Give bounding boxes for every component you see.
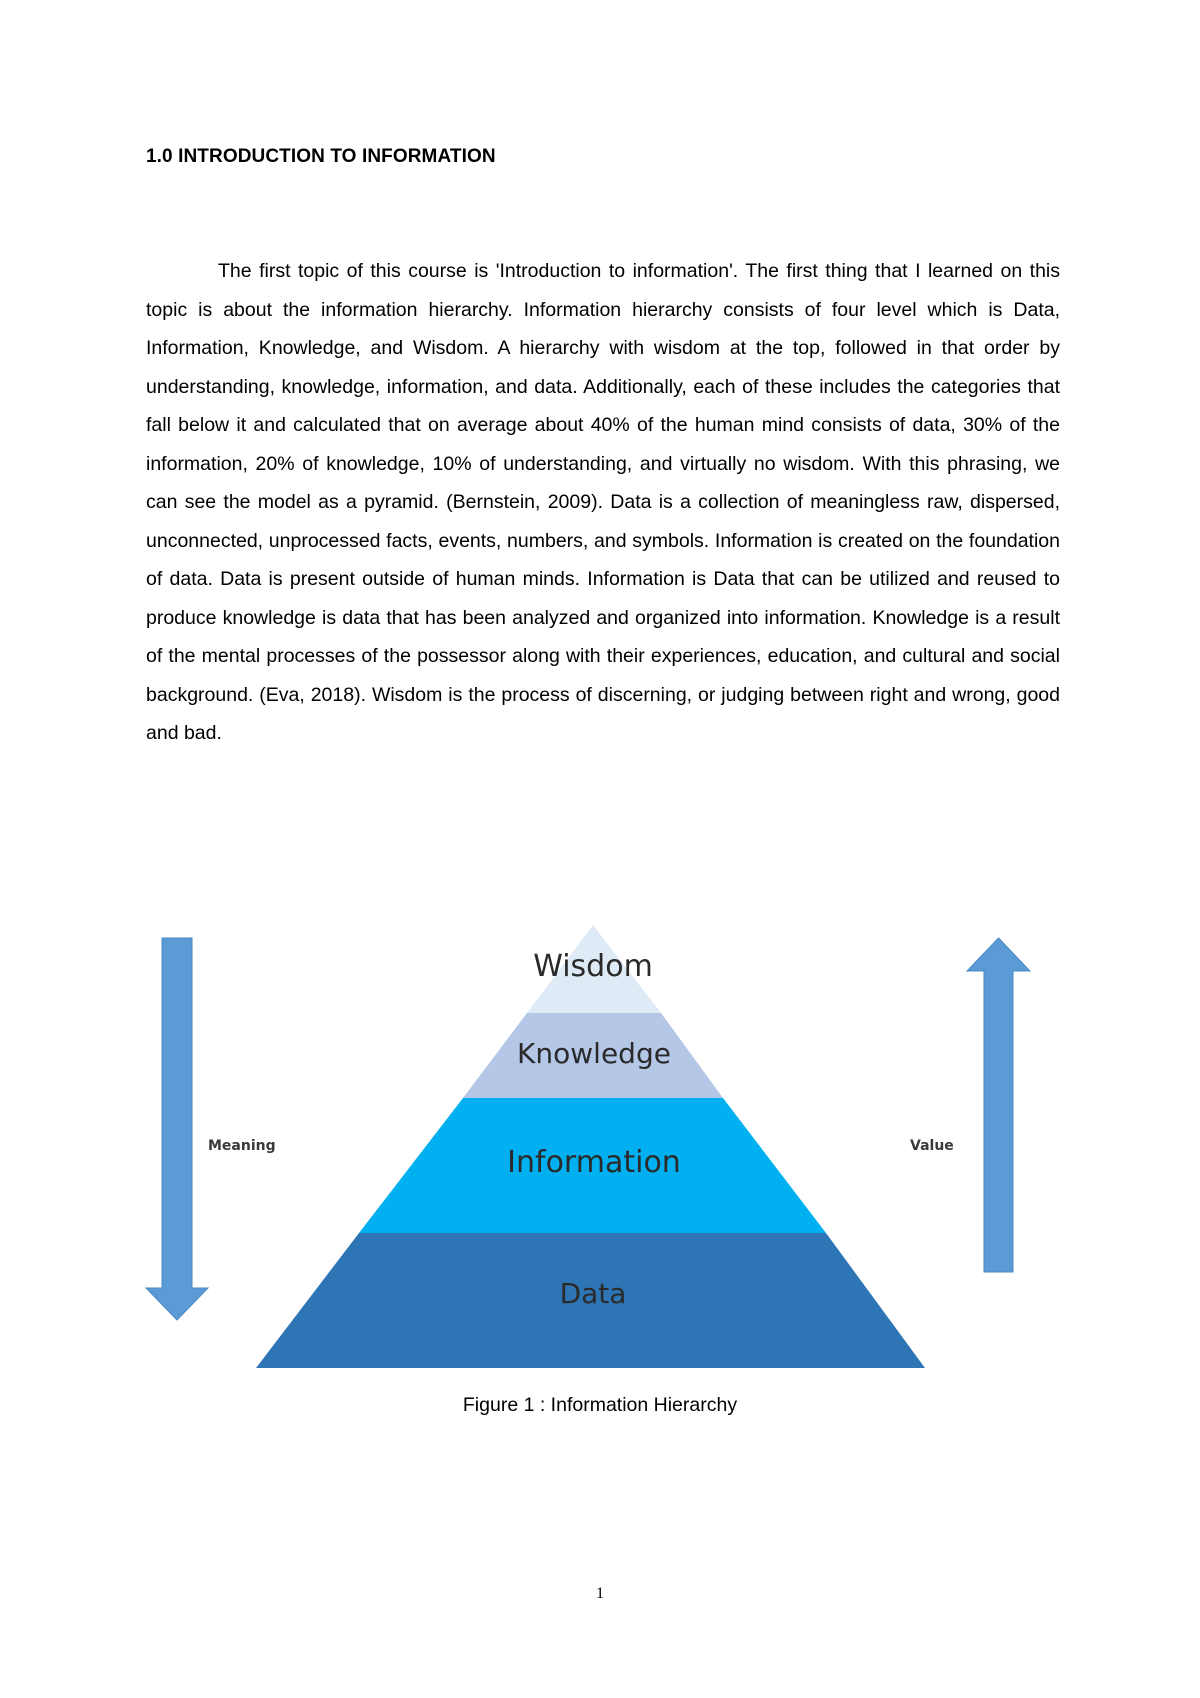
meaning-label: Meaning [208,1138,276,1154]
meaning-arrow [146,938,208,1320]
value-label: Value [910,1138,954,1154]
body-paragraph: The first topic of this course is 'Introduction to information'. The first thing that I learned on this topic is about the information hierarchy. Information hierarchy consists of four level which is Data, Information, Knowledge, and Wisdom. A hierarchy with wisdom at the top, followed in that order by understanding, knowledge, information, and data. Additionally, each of these includes the categories that fall below it and calculated that on average about 40% of the human mind consists of data, 30% of the information, 20% of knowledge, 10% of understanding, and virtually no wisdom. With this phrasing, we can see the model as a pyramid. (Bernstein, 2009). Data is a collection of meaningless raw, dispersed, unconnected, unprocessed facts, events, numbers, and symbols. Information is created on the foundation of data. Data is present outside of human minds. Information is Data that can be utilized and reused to produce knowledge is data that has been analyzed and organized into information. Knowledge is a result of the mental processes of the possessor along with their experiences, education, and cultural and social background. (Eva, 2018). Wisdom is the process of discerning, or judging between right and wrong, good and bad. [146,260,1060,744]
information-hierarchy-figure [0,900,1200,1380]
page-number: 1 [596,1585,604,1602]
figure-caption: Figure 1 : Information Hierarchy [462,1394,738,1416]
section-heading: 1.0 INTRODUCTION TO INFORMATION [146,146,496,167]
tier-label-wisdom: Wisdom [533,949,653,984]
pyramid-diagram [0,900,1200,1380]
tier-label-information: Information [507,1145,681,1180]
tier-label-data: Data [559,1277,627,1310]
tier-label-knowledge: Knowledge [517,1037,671,1070]
value-arrow [967,938,1030,1272]
